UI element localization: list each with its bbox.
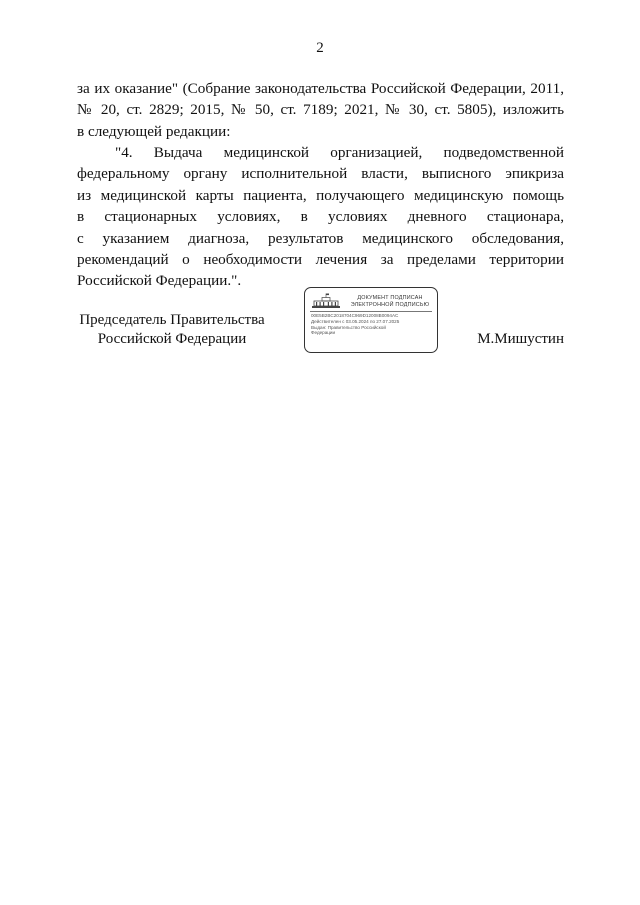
signatory-title-line: Российской Федерации	[97, 331, 247, 347]
government-building-emblem-icon	[311, 293, 341, 309]
text-line: № 20, ст. 2829; 2015, № 50, ст. 7189; 2021, № 30, ст. 5805), изложить	[77, 101, 564, 119]
electronic-signature-stamp	[304, 287, 438, 353]
text-line: за их оказание" (Собрание законодательства Российской Федерации, 2011,	[77, 80, 564, 97]
signatory-name: М.Мишустин	[477, 331, 564, 347]
stamp-divider	[310, 311, 432, 312]
signatory-title-line: Председатель Правительства	[79, 312, 265, 328]
stamp-issuer: Федерации	[311, 330, 336, 336]
paragraph-amended-clause	[77, 142, 564, 292]
stamp-details	[311, 313, 433, 336]
text-line: в следующей редакции:	[77, 122, 231, 140]
text-line: Российской Федерации.".	[77, 272, 242, 290]
stamp-title-line: ЭЛЕКТРОННОЙ ПОДПИСЬЮ	[350, 302, 430, 308]
stamp-validity: Действителен с 03.05.2024 по 27.07.2025	[311, 318, 400, 324]
stamp-title	[345, 295, 435, 309]
text-line: "4. Выдача медицинской организацией, подведомственной	[115, 144, 564, 161]
text-line: федеральному органу исполнительной власти, выписного эпикриза	[77, 165, 564, 183]
text-line: в стационарных условиях, в условиях дневного стационара,	[77, 208, 564, 226]
text-line: с указанием диагноза, результатов медицинского обследования,	[77, 229, 564, 247]
signatory-title	[72, 311, 272, 349]
stamp-issuer: Выдан: Правительство Российской	[311, 324, 386, 330]
stamp-title-line: ДОКУМЕНТ ПОДПИСАН	[357, 295, 423, 301]
page-number: 2	[316, 40, 324, 56]
text-line: рекомендаций о необходимости лечения за пределами территории	[77, 251, 564, 269]
text-line: из медицинской карты пациента, получающего медицинскую помощь	[77, 186, 564, 204]
stamp-certificate: 00E5B2BC2018704C969D12008B0094AC	[311, 313, 399, 318]
paragraph-amendment-intro	[77, 78, 564, 142]
